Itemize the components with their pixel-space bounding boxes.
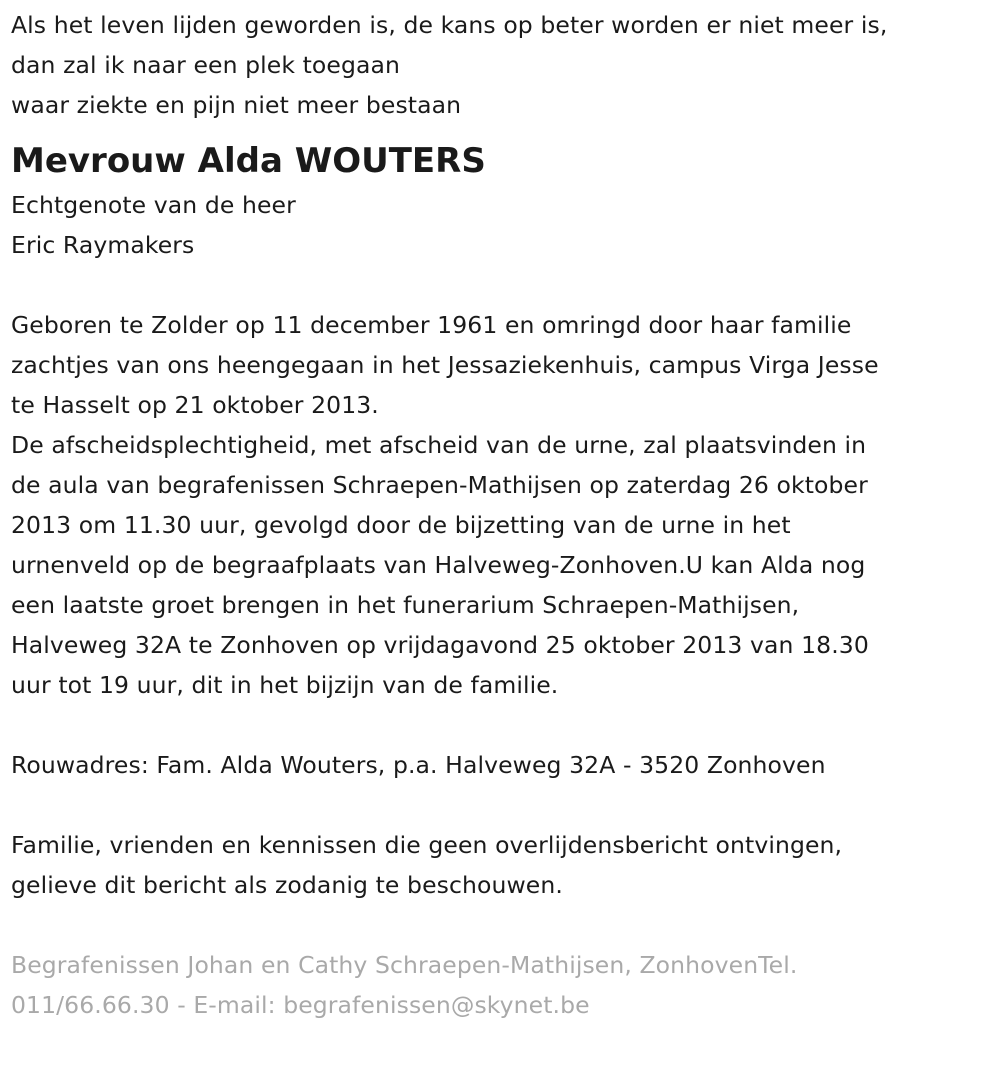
body-line: zachtjes van ons heengegaan in het Jessaziekenhuis, campus Virga Jesse — [11, 351, 879, 379]
spacer — [11, 705, 996, 745]
spacer — [11, 785, 996, 825]
spouse-line: Echtgenote van de heer — [11, 191, 296, 219]
notice-line: gelieve dit bericht als zodanig te beschouwen. — [11, 871, 563, 899]
spacer — [11, 905, 996, 945]
body-line: urnenveld op de begraafplaats van Halveweg-Zonhoven.U kan Alda nog — [11, 551, 866, 579]
spouse-name: Eric Raymakers — [11, 231, 195, 259]
poem-line: dan zal ik naar een plek toegaan — [11, 51, 400, 79]
funeral-home-footer — [11, 945, 996, 1025]
body-line: te Hasselt op 21 oktober 2013. — [11, 391, 379, 419]
poem-block — [11, 5, 996, 125]
mourning-address: Rouwadres: Fam. Alda Wouters, p.a. Halveweg 32A - 3520 Zonhoven — [11, 751, 826, 779]
body-line: Halveweg 32A te Zonhoven op vrijdagavond 25 oktober 2013 van 18.30 — [11, 631, 869, 659]
footer-line: Begrafenissen Johan en Cathy Schraepen-Mathijsen, ZonhovenTel. — [11, 951, 798, 979]
notice-line: Familie, vrienden en kennissen die geen overlijdensbericht ontvingen, — [11, 831, 843, 859]
body-line: Geboren te Zolder op 11 december 1961 en omringd door haar familie — [11, 311, 852, 339]
obituary-document — [11, 5, 996, 1025]
footer-contact: 011/66.66.30 - E-mail: begrafenissen@skynet.be — [11, 991, 590, 1019]
notice-block — [11, 825, 996, 905]
spacer — [11, 265, 996, 305]
body-line: uur tot 19 uur, dit in het bijzijn van de familie. — [11, 671, 559, 699]
body-line: De afscheidsplechtigheid, met afscheid van de urne, zal plaatsvinden in — [11, 431, 867, 459]
body-line: een laatste groet brengen in het funerarium Schraepen-Mathijsen, — [11, 591, 800, 619]
body-text — [11, 305, 996, 705]
body-line: 2013 om 11.30 uur, gevolgd door de bijzetting van de urne in het — [11, 511, 791, 539]
poem-line: Als het leven lijden geworden is, de kans op beter worden er niet meer is, — [11, 11, 888, 39]
deceased-name: Mevrouw Alda WOUTERS — [11, 141, 486, 181]
body-line: de aula van begrafenissen Schraepen-Mathijsen op zaterdag 26 oktober — [11, 471, 868, 499]
poem-line: waar ziekte en pijn niet meer bestaan — [11, 91, 462, 119]
spouse-block — [11, 185, 996, 265]
